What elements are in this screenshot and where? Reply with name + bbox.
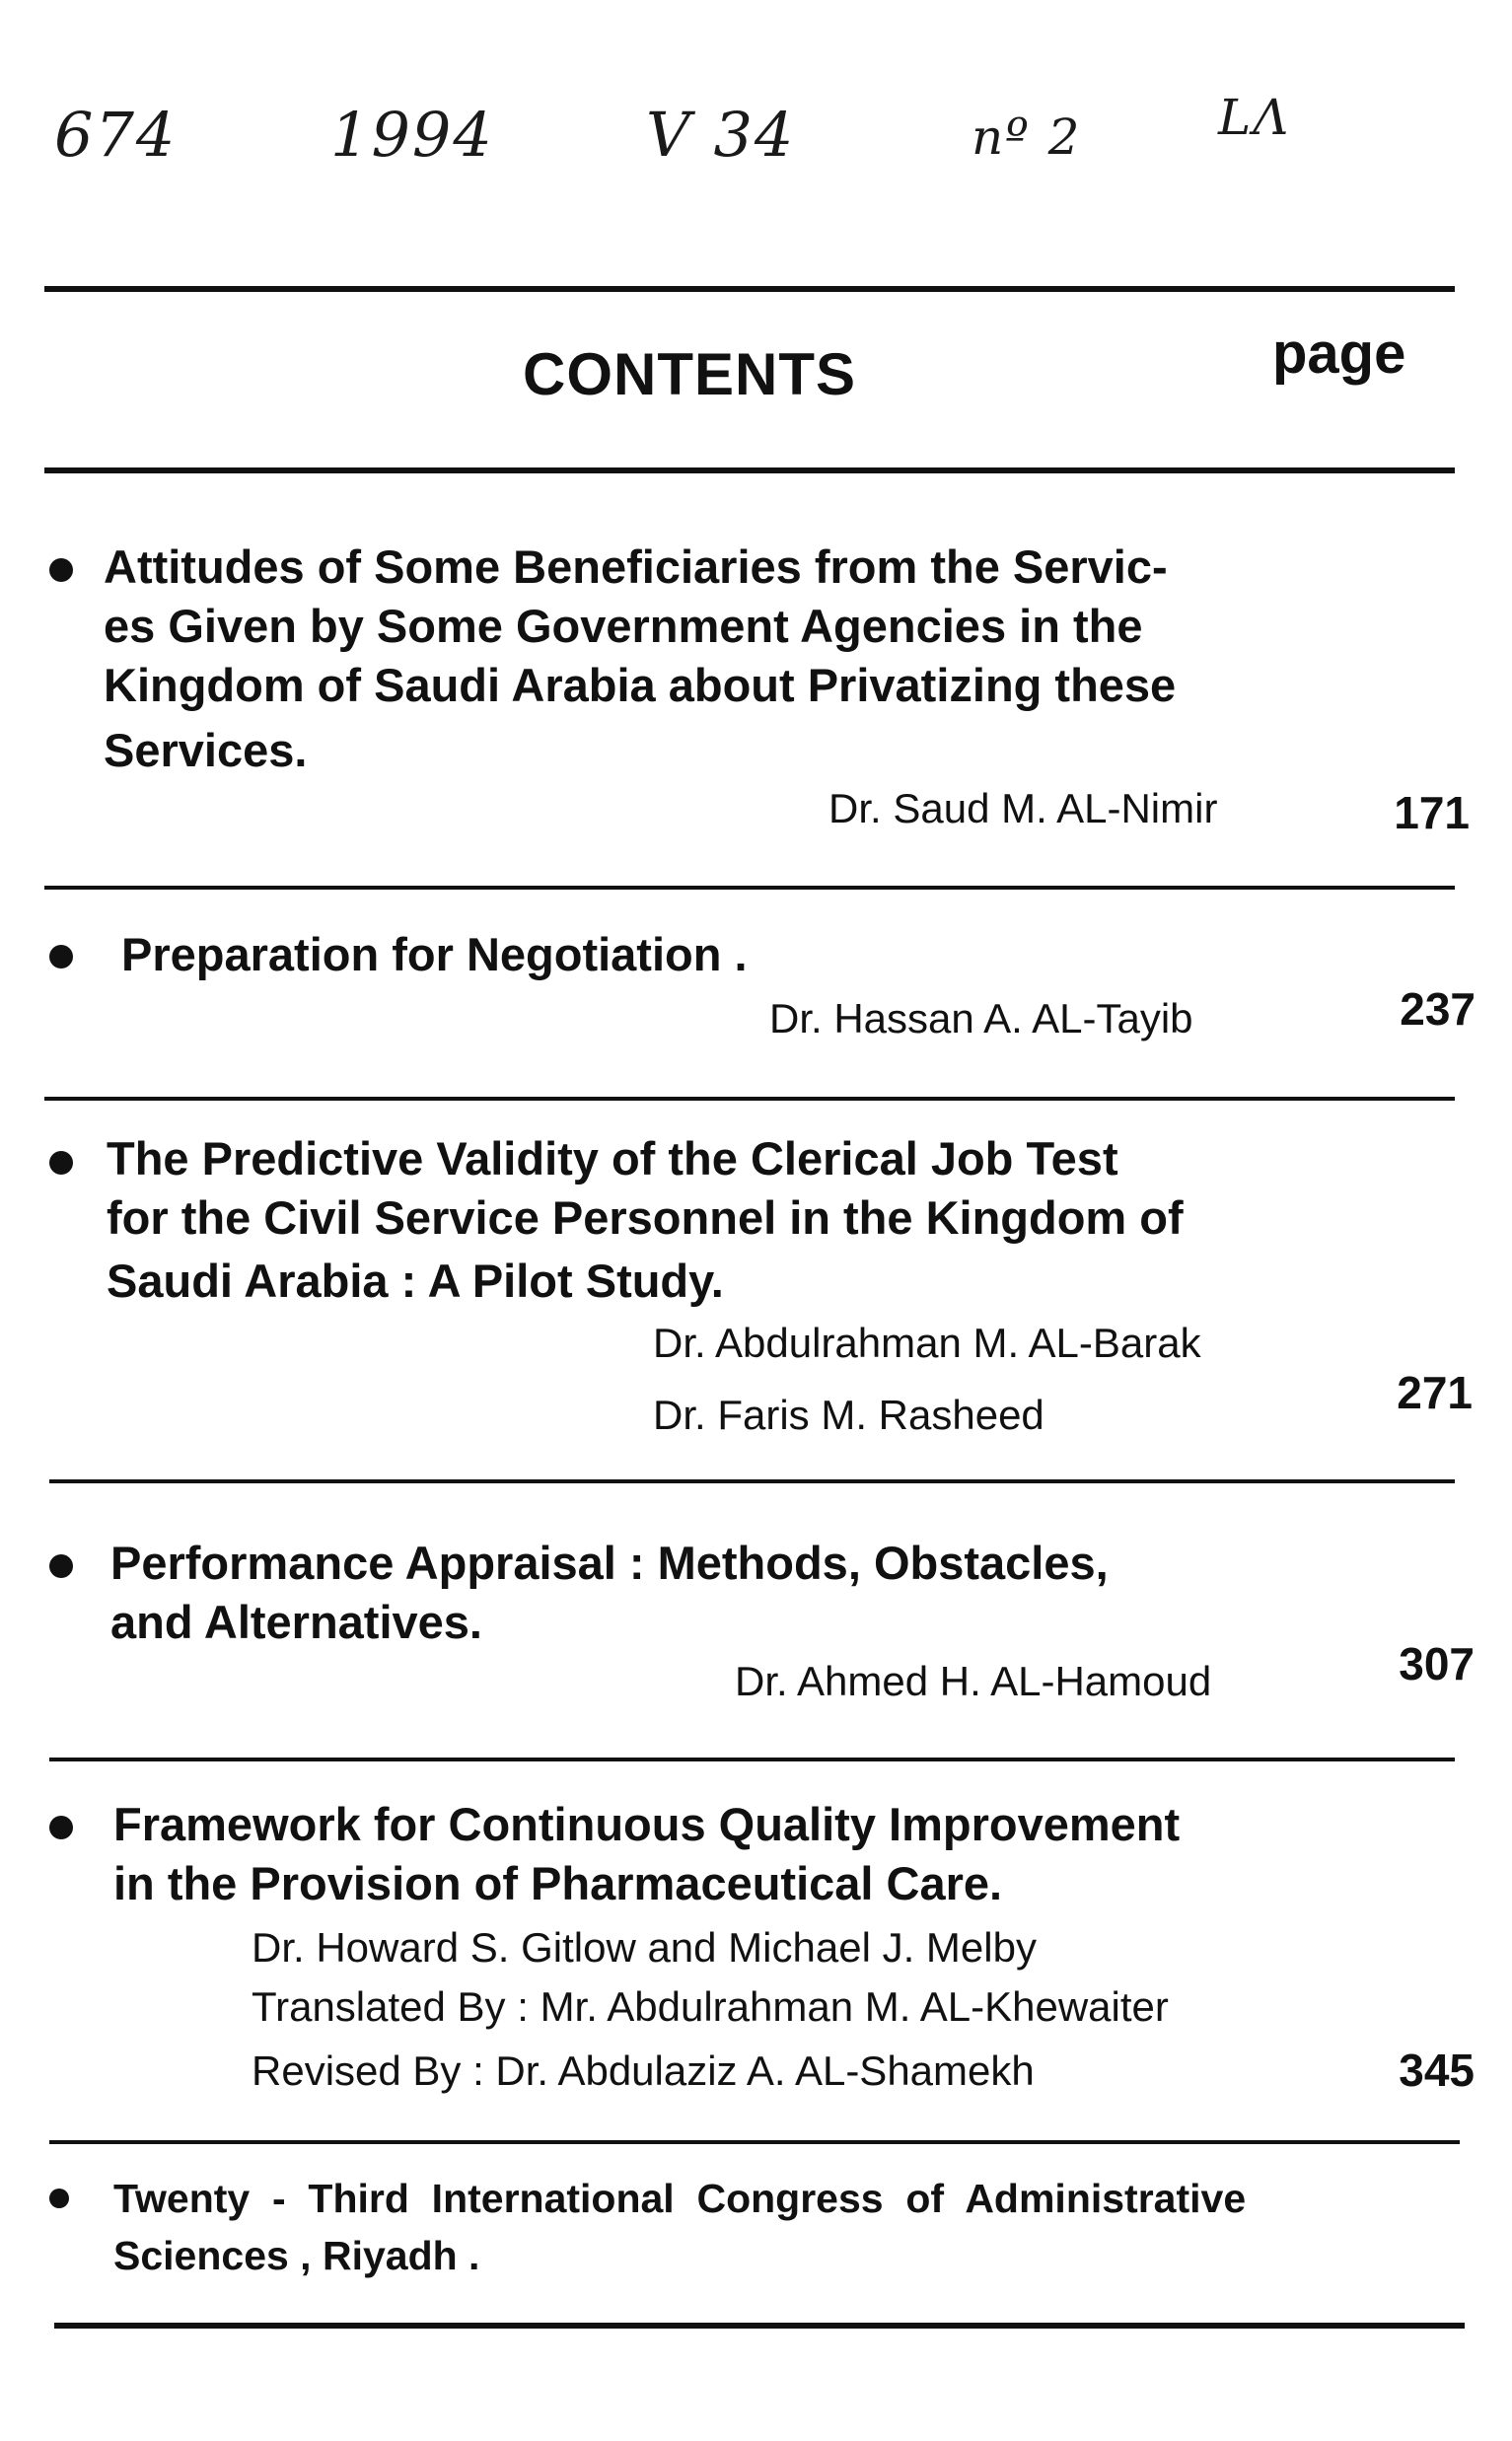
header-rule (44, 467, 1455, 473)
handwritten-issue-number: nº 2 (972, 108, 1082, 166)
handwritten-initials: LΛ (1218, 89, 1291, 146)
entry-author: Dr. Hassan A. AL-Tayib (769, 995, 1193, 1041)
entry-title: Preparation for Negotiation . (121, 928, 748, 980)
top-rule (44, 286, 1455, 292)
entry-author: Dr. Faris M. Rasheed (653, 1392, 1044, 1438)
divider (49, 1758, 1455, 1761)
handwritten-call-number: 674 (54, 99, 178, 171)
entry-author: Dr. Abdulrahman M. AL-Barak (653, 1320, 1201, 1366)
entry-page-number: 345 (1399, 2045, 1475, 2096)
entry-page-number: 271 (1397, 1367, 1473, 1418)
divider (44, 1097, 1455, 1101)
entry-page-number: 307 (1399, 1638, 1475, 1689)
divider (44, 886, 1455, 890)
bottom-rule (54, 2323, 1465, 2329)
entry-reviser: Revised By : Dr. Abdulaziz A. AL-Shamekh (252, 2047, 1035, 2094)
divider (49, 2140, 1460, 2144)
bullet-icon (49, 1816, 73, 1839)
entry-title: Twenty - Third International Congress of Administrative Sciences , Riyadh . (113, 2176, 1247, 2278)
bullet-icon (49, 1554, 73, 1578)
entry-title: Attitudes of Some Beneficiaries from the Servic- es Given by Some Government Agencies in the Kingdom of Saudi Arabia about Privatizing these Services. (104, 540, 1177, 776)
entry-page-number: 171 (1394, 787, 1470, 838)
handwritten-volume: V 34 (646, 99, 796, 171)
divider (49, 1479, 1455, 1483)
entry-title: Framework for Continuous Quality Improvement in the Provision of Pharmaceutical Care. (113, 1798, 1181, 1909)
page-column-label: page (1272, 322, 1406, 386)
entry-author: Dr. Howard S. Gitlow and Michael J. Melby (252, 1924, 1037, 1971)
entry-title: Performance Appraisal : Methods, Obstacles, and Alternatives. (110, 1537, 1109, 1648)
entry-translator: Translated By : Mr. Abdulrahman M. AL-Khewaiter (252, 1983, 1169, 2030)
bullet-icon (49, 945, 73, 969)
entry-author: Dr. Ahmed H. AL-Hamoud (735, 1658, 1212, 1704)
contents-heading: CONTENTS (523, 341, 856, 407)
bullet-icon (49, 1151, 73, 1175)
handwritten-year: 1994 (330, 99, 494, 171)
bullet-icon (49, 2189, 69, 2208)
entry-page-number: 237 (1400, 983, 1476, 1035)
entry-title: The Predictive Validity of the Clerical Job Test for the Civil Service Personnel in the Kingdom of Saudi Arabia : A Pilot Study. (107, 1132, 1184, 1307)
bullet-icon (49, 558, 73, 582)
entry-author: Dr. Saud M. AL-Nimir (828, 785, 1218, 831)
